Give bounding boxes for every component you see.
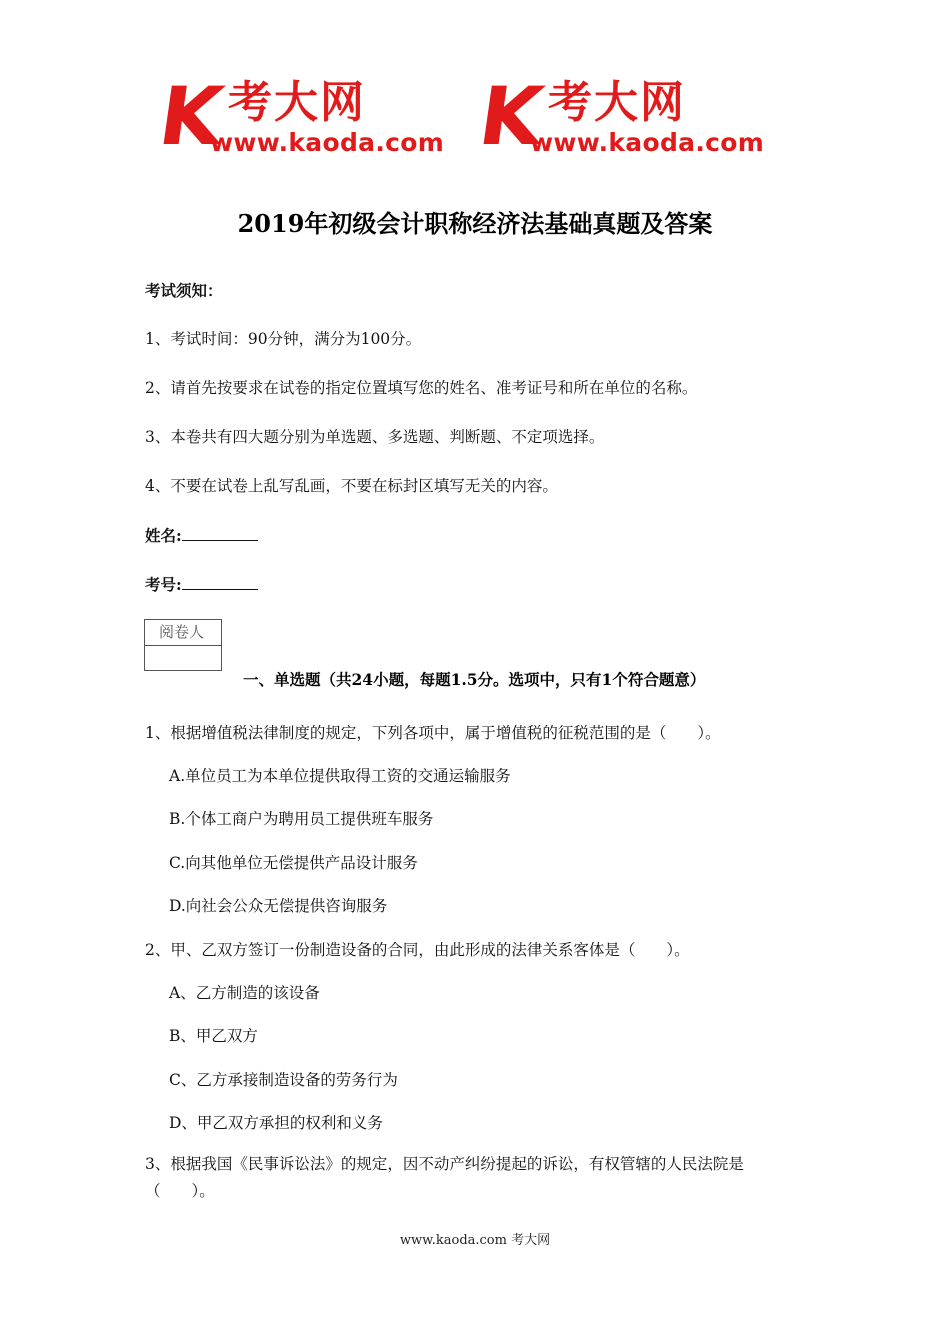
notice-item-3: 3、本卷共有四大题分别为单选题、多选题、判断题、不定项选择。 bbox=[145, 428, 605, 446]
document-title: 2019年初级会计职称经济法基础真题及答案 bbox=[237, 209, 713, 238]
logo-brand-name: 考大网 bbox=[228, 77, 366, 128]
exam-id-field[interactable] bbox=[145, 573, 258, 595]
section-title: 一、单选题（共24小题，每题1.5分。选项中，只有1个符合题意） bbox=[243, 670, 706, 689]
question-1-option-b: B.个体工商户为聘用员工提供班车服务 bbox=[169, 810, 434, 828]
logo-k-mark: K bbox=[153, 70, 225, 163]
notice-item-1: 1、考试时间：90分钟，满分为100分。 bbox=[145, 330, 422, 348]
question-2-option-b: B、甲乙双方 bbox=[169, 1027, 258, 1045]
question-1-option-c: C.向其他单位无偿提供产品设计服务 bbox=[169, 854, 418, 872]
notice-heading: 考试须知： bbox=[145, 281, 223, 300]
logo-k-mark: K bbox=[473, 70, 545, 163]
notice-item-2: 2、请首先按要求在试卷的指定位置填写您的姓名、准考证号和所在单位的名称。 bbox=[145, 379, 698, 397]
logo-brand-name: 考大网 bbox=[548, 77, 686, 128]
name-field[interactable] bbox=[145, 524, 258, 546]
question-2-stem: 2、甲、乙双方签订一份制造设备的合同，由此形成的法律关系客体是（ ）。 bbox=[145, 941, 690, 959]
name-blank-line[interactable] bbox=[182, 526, 258, 541]
notice-item-4: 4、不要在试卷上乱写乱画，不要在标封区填写无关的内容。 bbox=[145, 477, 558, 495]
exam-id-label: 考号: bbox=[145, 575, 182, 594]
question-3-stem: 3、根据我国《民事诉讼法》的规定，因不动产纠纷提起的诉讼，有权管辖的人民法院是（ ）。 bbox=[145, 1155, 744, 1200]
exam-id-blank-line[interactable] bbox=[182, 575, 258, 590]
reviewer-label: 阅卷人 bbox=[145, 620, 221, 646]
kaoda-logo-right bbox=[473, 70, 765, 163]
question-1-option-a: A.单位员工为本单位提供取得工资的交通运输服务 bbox=[169, 767, 511, 785]
reviewer-box bbox=[144, 619, 222, 671]
question-2-option-a: A、乙方制造的该设备 bbox=[169, 984, 320, 1002]
logo-url: www.kaoda.com bbox=[530, 128, 765, 157]
logo-url: www.kaoda.com bbox=[210, 128, 445, 157]
kaoda-logo-left bbox=[153, 70, 445, 163]
question-1-stem: 1、根据增值税法律制度的规定，下列各项中，属于增值税的征税范围的是（ ）。 bbox=[145, 724, 721, 742]
question-2-option-c: C、乙方承接制造设备的劳务行为 bbox=[169, 1071, 398, 1089]
question-2-option-d: D、甲乙双方承担的权利和义务 bbox=[169, 1114, 383, 1132]
question-1-option-d: D.向社会公众无偿提供咨询服务 bbox=[169, 897, 388, 915]
page-footer: www.kaoda.com 考大网 bbox=[399, 1233, 551, 1248]
name-label: 姓名: bbox=[145, 526, 182, 545]
